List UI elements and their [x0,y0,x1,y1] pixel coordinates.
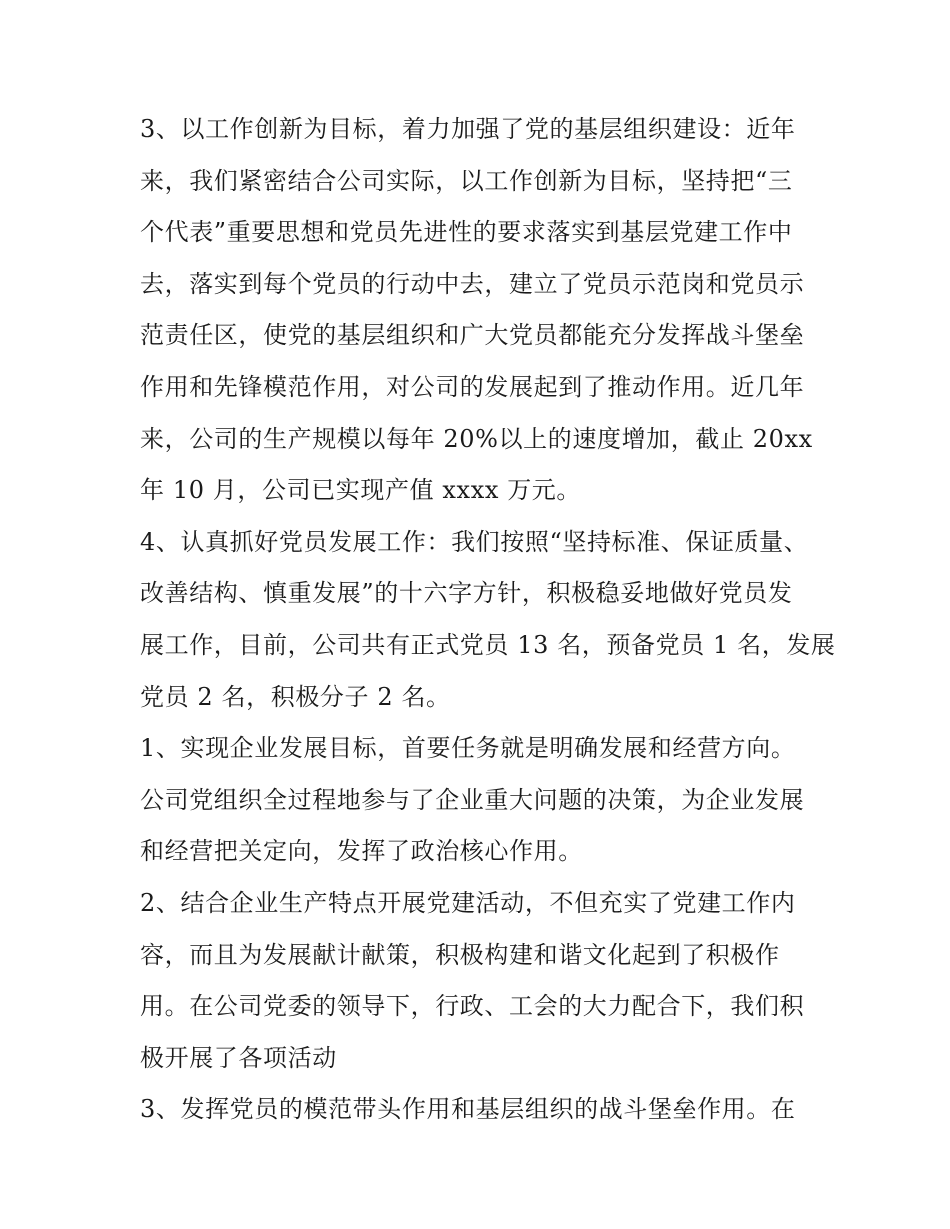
text-line: 3、以工作创新为目标，着力加强了党的基层组织建设：近年 [140,115,796,143]
paragraph-2-party-activities [140,878,820,1084]
text-line: 4、认真抓好党员发展工作：我们按照“坚持标准、保证质量、 [140,527,809,556]
paragraph-3-grassroots-organization [140,104,820,517]
text-line: 年 10 月，公司已实现产值 xxxx 万元。 [140,476,581,505]
text-line: 展工作，目前，公司共有正式党员 13 名，预备党员 1 名，发展 [140,630,836,659]
text-line: 公司党组织全过程地参与了企业重大问题的决策，为企业发展 [140,785,805,814]
paragraph-4-member-development [140,517,836,723]
text-line: 去，落实到每个党员的行动中去，建立了党员示范岗和党员示 [140,269,805,298]
text-line: 个代表”重要思想和党员先进性的要求落实到基层党建工作中 [140,218,793,247]
text-line: 改善结构、慎重发展”的十六字方针，积极稳妥地做好党员发 [140,579,793,608]
text-line: 作用和先锋模范作用，对公司的发展起到了推动作用。近几年 [140,372,805,401]
paragraph-1-development-goal [140,723,820,878]
text-line: 和经营把关定向，发挥了政治核心作用。 [140,837,583,866]
paragraph-3-exemplary-role [140,1084,820,1136]
document-body [140,104,836,1136]
text-line: 范责任区，使党的基层组织和广大党员都能充分发挥战斗堡垒 [140,321,805,350]
text-line: 来，我们紧密结合公司实际，以工作创新为目标，坚持把“三 [140,166,793,195]
text-line: 党员 2 名，积极分子 2 名。 [140,682,451,711]
text-line: 来，公司的生产规模以每年 20%以上的速度增加，截止 20xx [140,424,813,453]
text-line: 容，而且为发展献计献策，积极构建和谐文化起到了积极作 [140,940,780,969]
text-line: 3、发挥党员的模范带头作用和基层组织的战斗堡垒作用。在 [140,1095,796,1124]
text-line: 2、结合企业生产特点开展党建活动，不但充实了党建工作内 [140,888,796,917]
text-line: 1、实现企业发展目标，首要任务就是明确发展和经营方向。 [140,734,796,763]
text-line: 用。在公司党委的领导下，行政、工会的大力配合下，我们积 [140,992,805,1021]
text-line: 极开展了各项活动 [140,1043,337,1072]
